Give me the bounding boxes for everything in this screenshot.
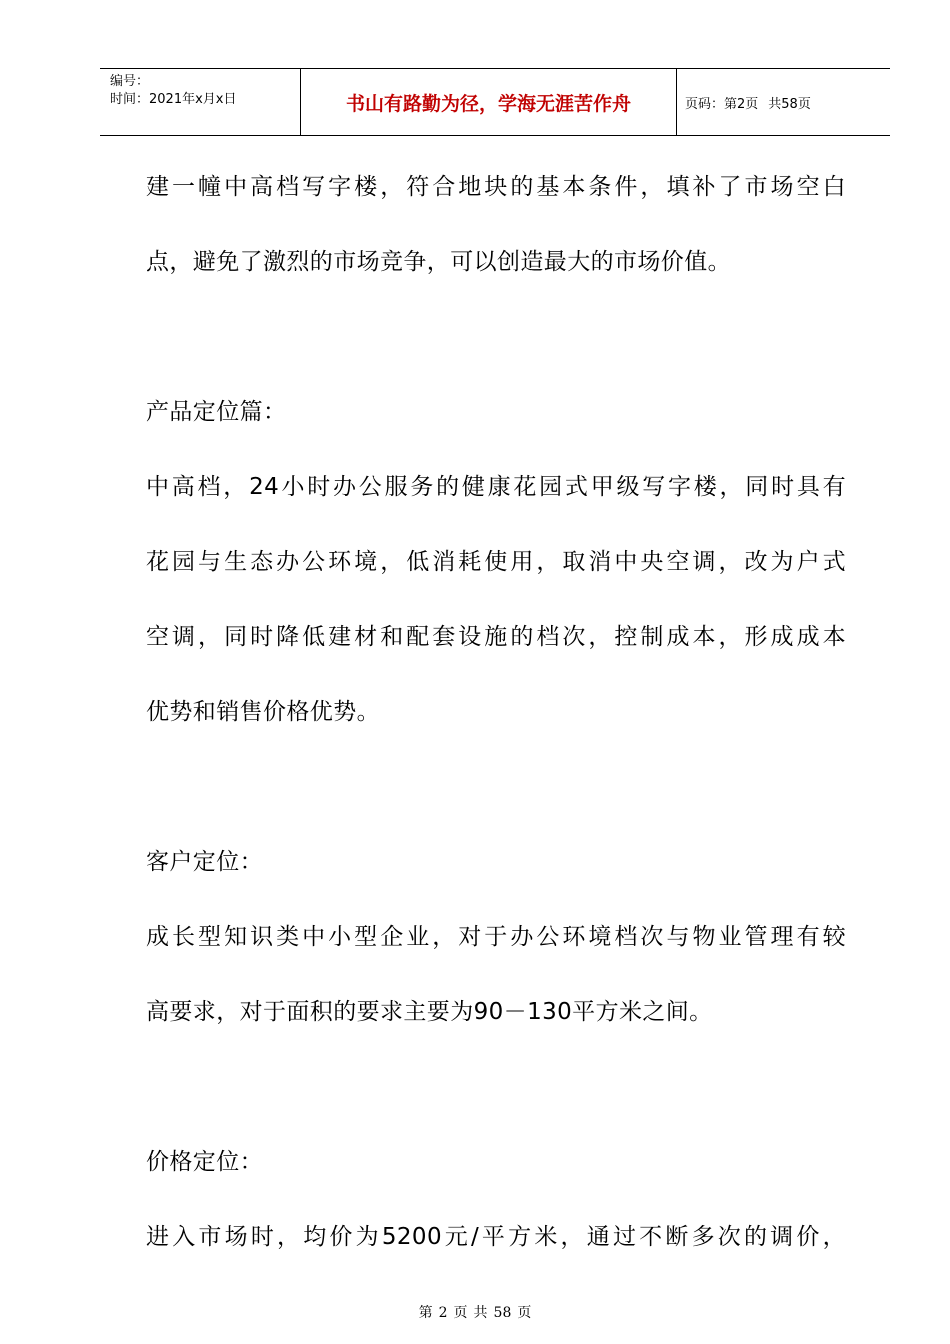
paragraph-line: 花园与生态办公环境，低消耗使用，取消中央空调，改为户式 bbox=[146, 549, 846, 575]
document-body bbox=[146, 150, 846, 1275]
paragraph-line: 空调，同时降低建材和配套设施的档次，控制成本，形成成本 bbox=[146, 624, 846, 650]
header-meta bbox=[100, 69, 301, 135]
paragraph-line: 高要求，对于面积的要求主要为90－130平方米之间。 bbox=[146, 999, 713, 1025]
footer-total-pages: 58 bbox=[493, 1305, 512, 1321]
paragraph-line: 中高档，24小时办公服务的健康花园式甲级写字楼，同时具有 bbox=[146, 474, 846, 500]
header-page-total: 共58页 bbox=[768, 96, 811, 112]
footer-gong: 共 bbox=[473, 1305, 488, 1321]
footer-ye: 页 bbox=[453, 1305, 468, 1321]
header-page-info bbox=[677, 69, 890, 135]
document-number-label: 编号： bbox=[110, 74, 150, 89]
section-heading-product: 产品定位篇： bbox=[146, 399, 287, 425]
footer-di: 第 bbox=[418, 1305, 433, 1321]
paragraph-line: 成长型知识类中小型企业，对于办公环境档次与物业管理有较 bbox=[146, 924, 846, 950]
page-header bbox=[100, 68, 890, 136]
section-heading-customer: 客户定位： bbox=[146, 849, 263, 875]
document-time-label: 时间：2021年x月x日 bbox=[110, 92, 237, 107]
paragraph-line: 建一幢中高档写字楼，符合地块的基本条件，填补了市场空白 bbox=[146, 174, 846, 200]
footer-page-number: 2 bbox=[438, 1305, 448, 1321]
section-heading-price: 价格定位： bbox=[146, 1149, 263, 1175]
paragraph-line: 优势和销售价格优势。 bbox=[146, 699, 380, 725]
page-footer bbox=[0, 1302, 950, 1322]
paragraph-line: 进入市场时，均价为5200元/平方米，通过不断多次的调价， bbox=[146, 1224, 846, 1250]
paragraph-line: 点，避免了激烈的市场竞争，可以创造最大的市场价值。 bbox=[146, 249, 731, 275]
footer-ye: 页 bbox=[517, 1305, 532, 1321]
header-motto: 书山有路勤为径，学海无涯苦作舟 bbox=[301, 69, 677, 135]
header-page-number: 页码：第2页 bbox=[685, 96, 759, 112]
